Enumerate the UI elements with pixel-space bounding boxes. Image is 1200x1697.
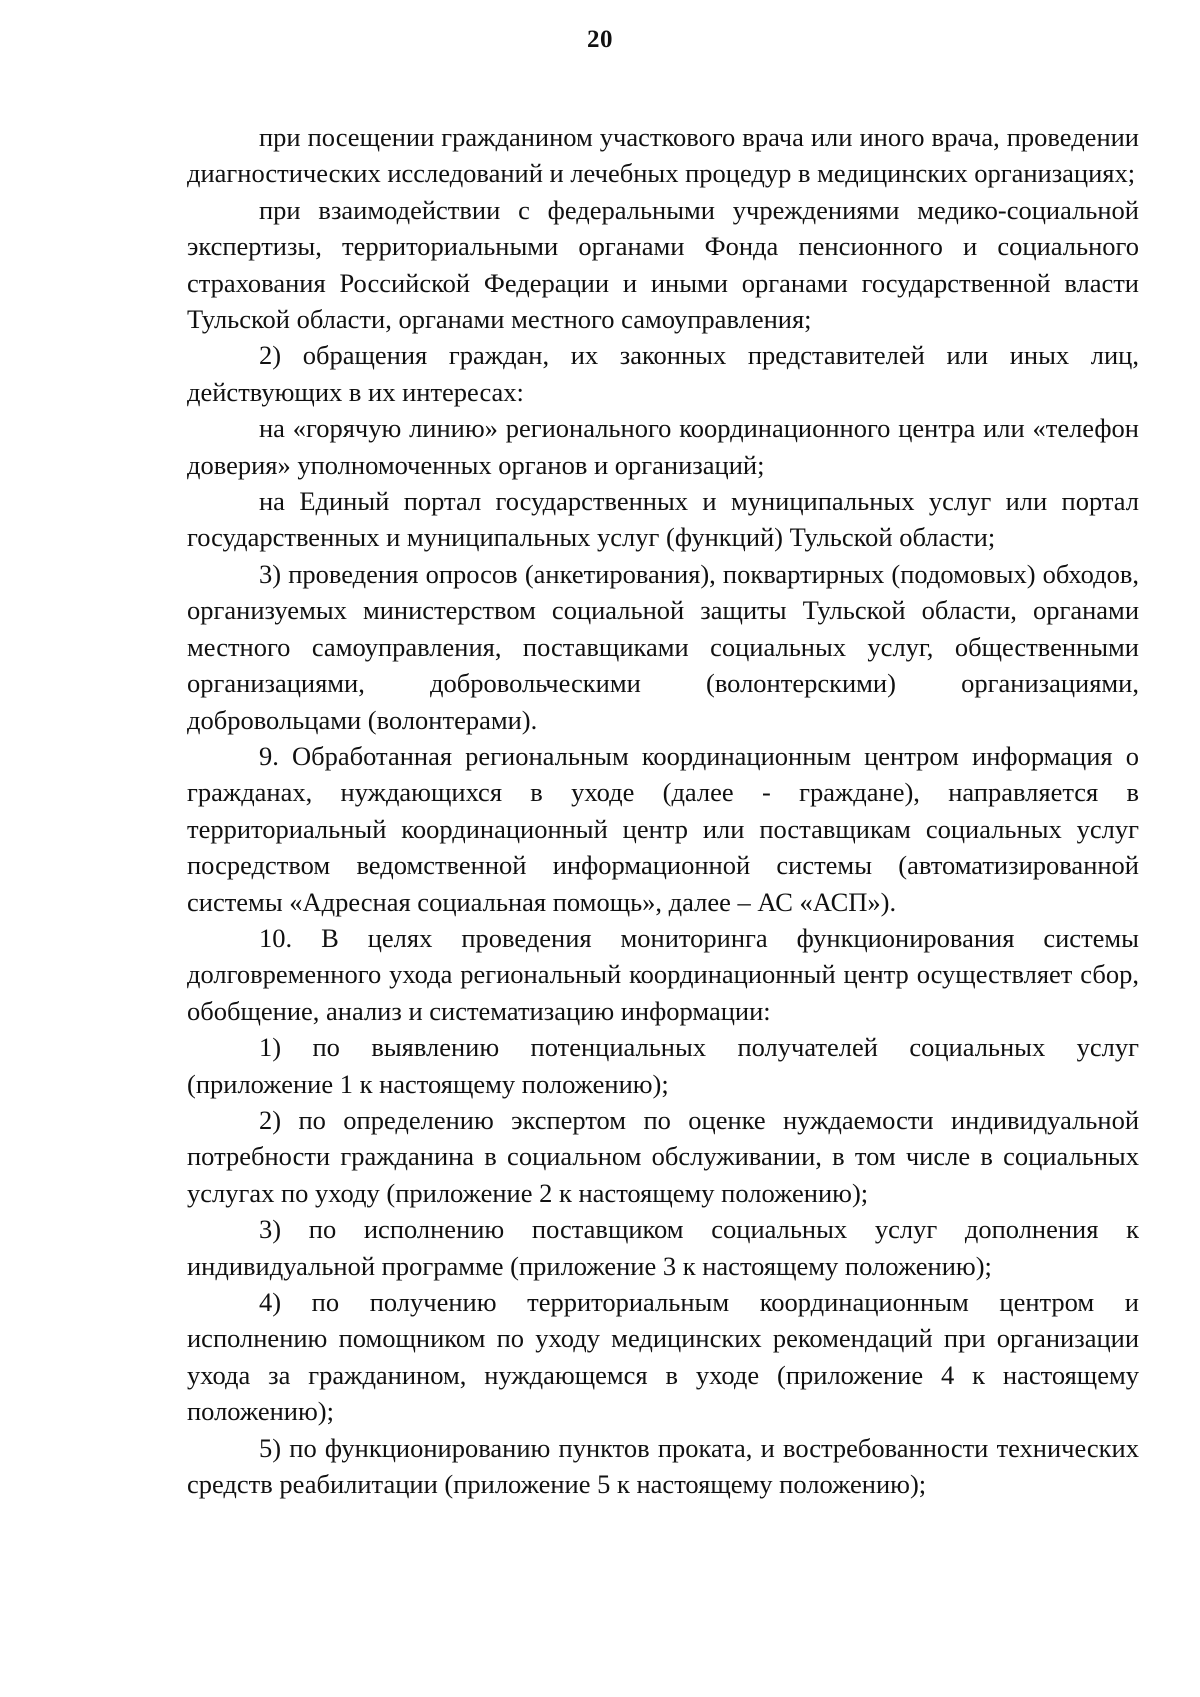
paragraph-subitem-4: 4) по получению территориальным координационным центром и исполнению помощником по уходу медицинских рекомендаций при организации ухода за гражданином, нуждающемся в уходе (приложение 4 к настоящему положению); bbox=[187, 1287, 1139, 1427]
paragraph-unified-portal: на Единый портал государственных и муниципальных услуг или портал государственных и муниципальных услуг (функций) Тульской области; bbox=[187, 486, 1139, 553]
paragraph-subitem-5: 5) по функционированию пунктов проката, и востребованности технических средств реабилитации (приложение 5 к настоящему положению); bbox=[187, 1432, 1139, 1500]
paragraph-surveys: 3) проведения опросов (анкетирования), поквартирных (подомовых) обходов, организуемых министерством социальной защиты Тульской области, органами местного самоуправления, поставщиками социальных услуг, общественными организациями, добровольческими (волонтерскими) организациями, добровольцами (волонтерами). bbox=[187, 558, 1139, 735]
paragraph-item-9: 9. Обработанная региональным координационным центром информация о гражданах, нуждающихся в уходе (далее - граждане), направляется в территориальный координационный центр или поставщикам социальных услуг посредством ведомственной информационной системы (автоматизированной системы «Адресная социальная помощь», далее – АС «АСП»). bbox=[187, 740, 1139, 917]
page-number: 20 bbox=[587, 26, 613, 53]
paragraph-subitem-2: 2) по определению экспертом по оценке нуждаемости индивидуальной потребности гражданина в социальном обслуживании, в том числе в социальных услугах по уходу (приложение 2 к настоящему положению); bbox=[187, 1104, 1139, 1208]
paragraph-subitem-3: 3) по исполнению поставщиком социальных услуг дополнения к индивидуальной программе (приложение 3 к настоящему положению); bbox=[187, 1214, 1139, 1281]
paragraph-subitem-1: 1) по выявлению потенциальных получателей социальных услуг (приложение 1 к настоящему положению); bbox=[187, 1032, 1139, 1099]
paragraph-hotline: на «горячую линию» регионального координационного центра или «телефон доверия» уполномоченных органов и организаций; bbox=[187, 413, 1139, 480]
paragraph-visit-doctor: при посещении гражданином участкового врача или иного врача, проведении диагностических исследований и лечебных процедур в медицинских организациях; bbox=[187, 122, 1139, 189]
paragraph-citizen-appeals: 2) обращения граждан, их законных представителей или иных лиц, действующих в их интересах: bbox=[187, 340, 1139, 407]
paragraph-item-10: 10. В целях проведения мониторинга функционирования системы долговременного ухода региональный координационный центр осуществляет сбор, обобщение, анализ и систематизацию информации: bbox=[187, 922, 1139, 1026]
document-body bbox=[187, 119, 1139, 1502]
paragraph-federal-institutions: при взаимодействии с федеральными учреждениями медико-социальной экспертизы, территориальными органами Фонда пенсионного и социального страхования Российской Федерации и иными органами государственной власти Тульской области, органами местного самоуправления; bbox=[187, 194, 1139, 335]
